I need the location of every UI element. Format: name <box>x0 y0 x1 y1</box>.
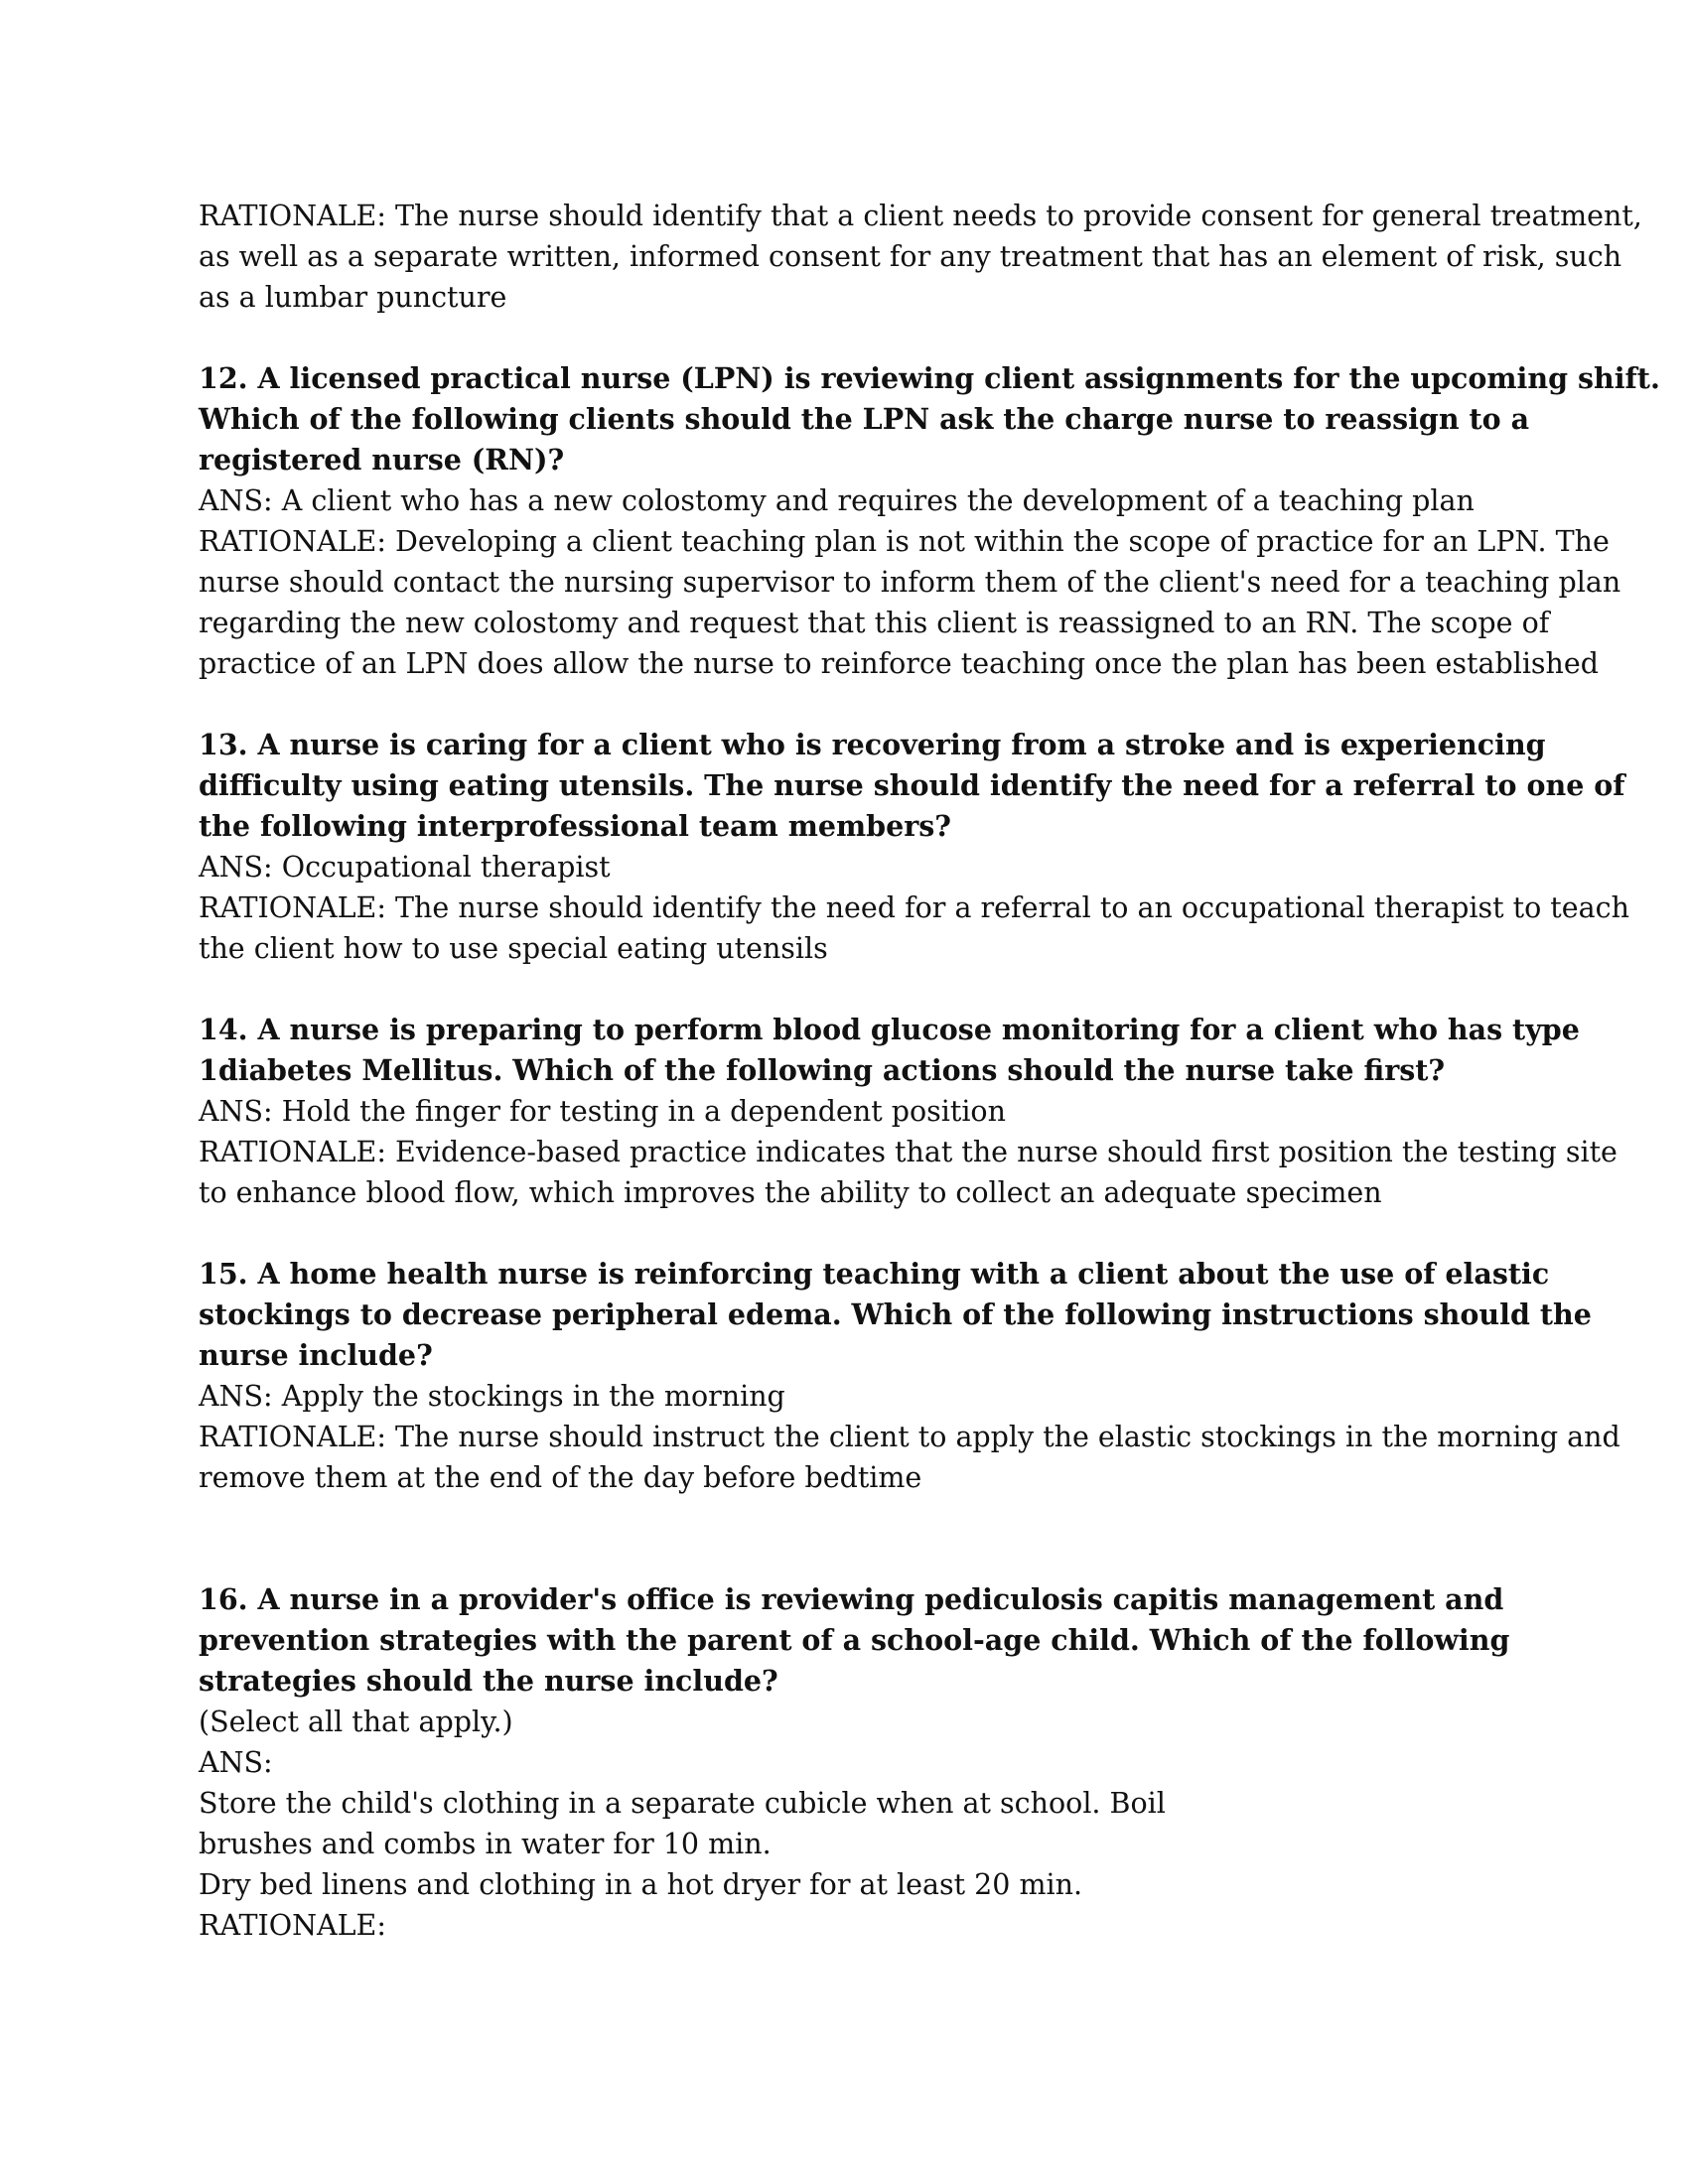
rationale-line: the client how to use special eating utensils <box>199 932 828 965</box>
question-line: 16. A nurse in a provider's office is reviewing pediculosis capitis management and <box>199 1582 1504 1616</box>
rationale-line: to enhance blood flow, which improves the ability to collect an adequate specimen <box>199 1176 1382 1209</box>
spacer <box>199 684 1489 725</box>
question-line: 12. A licensed practical nurse (LPN) is reviewing client assignments for the upcoming shift. <box>199 361 1660 395</box>
question-line: the following interprofessional team members? <box>199 809 951 843</box>
answer-line: ANS: Apply the stockings in the morning <box>199 1380 785 1413</box>
question-line: prevention strategies with the parent of a school-age child. Which of the following <box>199 1623 1510 1657</box>
spacer <box>199 1498 1489 1579</box>
rationale-line: RATIONALE: The nurse should instruct the client to apply the elastic stockings in the morning and <box>199 1421 1620 1453</box>
question-line: 15. A home health nurse is reinforcing teaching with a client about the use of elastic <box>199 1257 1550 1291</box>
select-note: (Select all that apply.) <box>199 1706 513 1738</box>
question-16 <box>199 1579 1510 1946</box>
rationale-line: RATIONALE: Developing a client teaching plan is not within the scope of practice for an LPN. The <box>199 525 1610 558</box>
answer-line: ANS: Hold the finger for testing in a dependent position <box>199 1095 1006 1128</box>
answer-line: Store the child's clothing in a separate cubicle when at school. Boil <box>199 1787 1166 1820</box>
answer-line: ANS: Occupational therapist <box>199 851 611 884</box>
answer-line: brushes and combs in water for 10 min. <box>199 1828 772 1860</box>
answer-label: ANS: <box>199 1746 273 1779</box>
intro-rationale <box>199 196 1642 318</box>
question-line: 1diabetes Mellitus. Which of the following actions should the nurse take first? <box>199 1053 1446 1087</box>
rationale-line: remove them at the end of the day before bedtime <box>199 1461 922 1494</box>
spacer <box>199 1213 1489 1254</box>
question-line: Which of the following clients should the LPN ask the charge nurse to reassign to a <box>199 402 1530 436</box>
answer-line: ANS: A client who has a new colostomy and requires the development of a teaching plan <box>199 484 1475 517</box>
rationale-label: RATIONALE: <box>199 1909 386 1942</box>
rationale-line: RATIONALE: The nurse should identify that a client needs to provide consent for general treatment, <box>199 200 1642 232</box>
answer-line: Dry bed linens and clothing in a hot dryer for at least 20 min. <box>199 1868 1083 1901</box>
question-15 <box>199 1254 1620 1498</box>
rationale-line: practice of an LPN does allow the nurse to reinforce teaching once the plan has been established <box>199 647 1600 680</box>
question-line: 13. A nurse is caring for a client who is recovering from a stroke and is experiencing <box>199 728 1546 761</box>
spacer <box>199 969 1489 1010</box>
question-line: nurse include? <box>199 1338 433 1372</box>
question-12 <box>199 358 1660 684</box>
rationale-line: as well as a separate written, informed consent for any treatment that has an element of risk, such <box>199 240 1622 273</box>
question-line: registered nurse (RN)? <box>199 443 565 477</box>
rationale-line: as a lumbar puncture <box>199 281 507 314</box>
question-14 <box>199 1010 1618 1213</box>
rationale-line: RATIONALE: Evidence-based practice indicates that the nurse should first position the testing site <box>199 1136 1618 1168</box>
question-line: stockings to decrease peripheral edema. Which of the following instructions should the <box>199 1297 1592 1331</box>
document-body <box>199 196 1660 1946</box>
question-line: difficulty using eating utensils. The nurse should identify the need for a referral to one of <box>199 768 1625 802</box>
question-line: 14. A nurse is preparing to perform blood glucose monitoring for a client who has type <box>199 1013 1580 1046</box>
rationale-line: nurse should contact the nursing supervisor to inform them of the client's need for a teaching plan <box>199 566 1621 599</box>
question-line: strategies should the nurse include? <box>199 1664 778 1698</box>
rationale-line: regarding the new colostomy and request that this client is reassigned to an RN. The scope of <box>199 607 1550 639</box>
rationale-line: RATIONALE: The nurse should identify the need for a referral to an occupational therapist to teach <box>199 891 1629 924</box>
question-13 <box>199 725 1629 969</box>
spacer <box>199 318 1489 358</box>
